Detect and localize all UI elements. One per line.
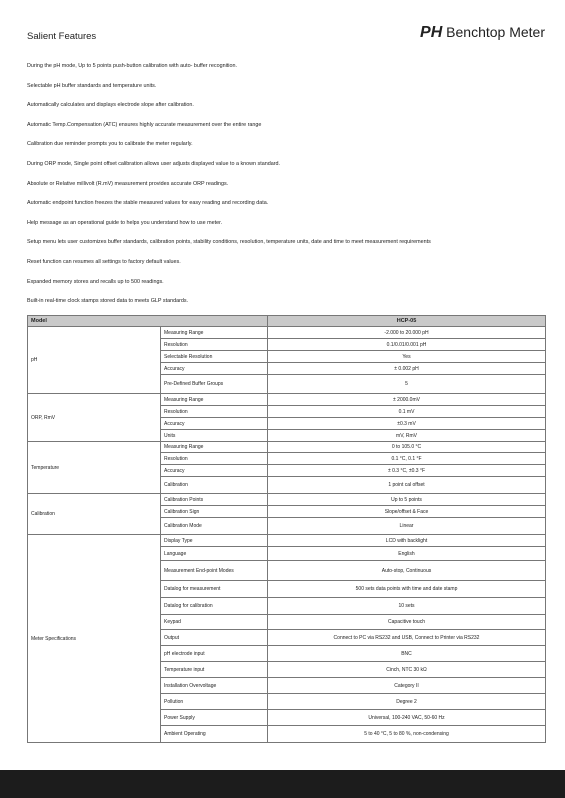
doc-title-rest: Benchtop Meter <box>442 24 545 40</box>
feature-item: During the pH mode, Up to 5 points push-button calibration with auto- buffer recognition. <box>27 63 237 69</box>
spec-value: Yes <box>268 351 546 363</box>
spec-label: Display Type <box>161 535 268 547</box>
spec-label: Resolution <box>161 453 268 465</box>
spec-value: mV, RmV <box>268 430 546 442</box>
feature-item: Automatically calculates and displays electrode slope after calibration. <box>27 102 194 109</box>
spec-label: Output <box>161 630 268 646</box>
spec-value: Auto-stop, Continuous <box>268 561 546 581</box>
spec-label: Measuring Range <box>161 327 268 339</box>
feature-item: Automatic Temp.Compensation (ATC) ensures highly accurate measurement over the entire range <box>27 121 262 128</box>
feature-item: Absolute or Relative millivolt (R.mV) measurement provides accurate ORP readings. <box>27 180 229 187</box>
spec-value: ±0.3 mV <box>268 418 546 430</box>
spec-group-name: ORP, RmV <box>28 394 161 442</box>
feature-item: Reset function can resumes all settings to factory default values. <box>27 258 181 265</box>
spec-value: Connect to PC via RS232 and USB, Connect to Printer via RS232 <box>268 630 546 646</box>
feature-item: Expanded memory stores and recalls up to 500 readings. <box>27 278 164 285</box>
spec-label: Accuracy <box>161 418 268 430</box>
spec-value: English <box>268 547 546 561</box>
feature-item: Setup menu lets user customizes buffer standards, calibration points, stability conditions, resolution, temperature units, date and time to meet measurement requirements <box>27 239 431 246</box>
spec-value: Cinch, NTC 30 kΩ <box>268 662 546 678</box>
spec-label: Ambient Operating <box>161 726 268 743</box>
feature-item: Calibration due reminder prompts you to calibrate the meter regularly. <box>27 141 193 148</box>
spec-label: Accuracy <box>161 363 268 375</box>
spec-value: ± 2000.0mV <box>268 394 546 406</box>
spec-value: LCD with backlight <box>268 535 546 547</box>
spec-label: Calibration Points <box>161 494 268 506</box>
table-header-row <box>28 316 546 327</box>
spec-value: Slope/offset & Face <box>268 506 546 518</box>
feature-item: During ORP mode, Single point offset calibration allows user adjusts displayed value to a known standard. <box>27 160 281 167</box>
spec-value: 5 to 40 °C, 5 to 80 %, non-condensing <box>268 726 546 743</box>
table-row <box>28 494 546 506</box>
feature-item: Help message as an operational guide to helps you understand how to use meter. <box>27 219 223 226</box>
spec-value: 500 sets data points with time and date stamp <box>268 581 546 598</box>
spec-group-name: Temperature <box>28 442 161 494</box>
table-row <box>28 394 546 406</box>
spec-group-name: pH <box>28 327 161 394</box>
features-list <box>27 57 557 312</box>
spec-label: Power Supply <box>161 710 268 726</box>
spec-label: Calibration <box>161 477 268 494</box>
spec-value: BNC <box>268 646 546 662</box>
spec-value: ± 0.3 °C, ±0.3 °F <box>268 465 546 477</box>
spec-value: 0.1 °C, 0.1 °F <box>268 453 546 465</box>
spec-label: Datalog for measurement <box>161 581 268 598</box>
spec-value: 0 to 105.0 °C <box>268 442 546 453</box>
spec-label: Measuring Range <box>161 394 268 406</box>
spec-label: Keypad <box>161 615 268 630</box>
spec-label: Calibration Mode <box>161 518 268 535</box>
spec-label: Measurement End-point Modes <box>161 561 268 581</box>
spec-value: 0.1 mV <box>268 406 546 418</box>
spec-label: Resolution <box>161 406 268 418</box>
feature-item: Automatic endpoint function freezes the stable measured values for easy reading and recording data. <box>27 200 269 207</box>
spec-value: Universal, 100-240 VAC, 50-60 Hz <box>268 710 546 726</box>
doc-title-ph: PH <box>420 24 443 41</box>
footer-band <box>0 770 565 798</box>
spec-value: Category II <box>268 678 546 694</box>
document-title <box>420 24 545 42</box>
spec-value: Capacitive touch <box>268 615 546 630</box>
table-row <box>28 442 546 453</box>
spec-label: pH electrode input <box>161 646 268 662</box>
spec-label: Measuring Range <box>161 442 268 453</box>
spec-label: Pre-Defined Buffer Groups <box>161 375 268 394</box>
spec-group-name: Calibration <box>28 494 161 535</box>
spec-label: Language <box>161 547 268 561</box>
page-header <box>27 22 545 48</box>
spec-label: Resolution <box>161 339 268 351</box>
spec-value: Linear <box>268 518 546 535</box>
header-model: Model <box>28 316 268 327</box>
table-row <box>28 327 546 339</box>
spec-label: Accuracy <box>161 465 268 477</box>
feature-item: Selectable pH buffer standards and temperature units. <box>27 82 157 89</box>
section-title: Salient Features <box>27 31 97 42</box>
spec-label: Selectable Resolution <box>161 351 268 363</box>
spec-label: Installation Overvoltage <box>161 678 268 694</box>
spec-value: 10 sets <box>268 598 546 615</box>
spec-label: Datalog for calibration <box>161 598 268 615</box>
header-value: HCP-05 <box>268 316 546 327</box>
spec-label: Calibration Sign <box>161 506 268 518</box>
spec-value: -2.000 to 20.000 pH <box>268 327 546 339</box>
spec-group-name: Meter Specifications <box>28 535 161 743</box>
spec-value: ± 0.002 pH <box>268 363 546 375</box>
spec-label: Pollution <box>161 694 268 710</box>
feature-item: Built-in real-time clock stamps stored data to meets GLP standards. <box>27 298 189 305</box>
spec-value: 1 point cal offset <box>268 477 546 494</box>
spec-table <box>27 315 546 743</box>
spec-label: Temperature input <box>161 662 268 678</box>
table-row <box>28 535 546 547</box>
spec-value: Degree 2 <box>268 694 546 710</box>
spec-value: 0.1/0.01/0.001 pH <box>268 339 546 351</box>
spec-value: 5 <box>268 375 546 394</box>
spec-value: Up to 5 points <box>268 494 546 506</box>
spec-label: Units <box>161 430 268 442</box>
